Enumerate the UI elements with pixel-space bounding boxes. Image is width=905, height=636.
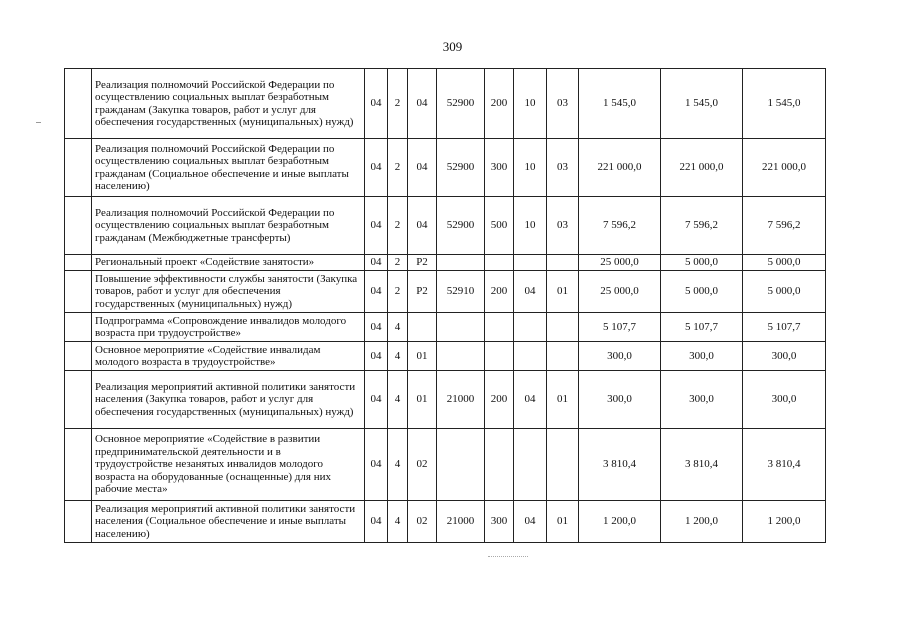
code-cell: 500 [485, 197, 514, 255]
row-name: Повышение эффективности службы занятости (Закупка товаров, работ и услуг для обеспечения государственных (муниципальных) нужд) [92, 271, 365, 313]
code-cell: 52900 [437, 197, 485, 255]
empty-cell [65, 139, 92, 197]
amount-cell: 300,0 [579, 371, 661, 429]
row-name: Реализация полномочий Российской Федерации по осуществлению социальных выплат безработным гражданам (Социальное обеспечение и иные выплаты населению) [92, 139, 365, 197]
code-cell: 4 [388, 371, 408, 429]
table-row [65, 429, 826, 501]
amount-cell: 3 810,4 [661, 429, 743, 501]
empty-cell [65, 501, 92, 543]
row-name: Основное мероприятие «Содействие в развитии предпринимательской деятельности и в трудоустройстве незанятых инвалидов молодого возраста на оборудованные (оснащенные) для них рабочие места» [92, 429, 365, 501]
table-row [65, 371, 826, 429]
row-name: Реализация полномочий Российской Федерации по осуществлению социальных выплат безработным гражданам (Закупка товаров, работ и услуг для обеспечения государственных (муниципальных) нужд) [92, 69, 365, 139]
code-cell: 04 [514, 501, 547, 543]
amount-cell: 25 000,0 [579, 271, 661, 313]
code-cell [485, 255, 514, 271]
amount-cell: 221 000,0 [743, 139, 826, 197]
empty-cell [65, 313, 92, 342]
amount-cell: 5 000,0 [743, 255, 826, 271]
row-name: Реализация полномочий Российской Федерации по осуществлению социальных выплат безработным гражданам (Межбюджетные трансферты) [92, 197, 365, 255]
table-row [65, 69, 826, 139]
code-cell: 04 [365, 197, 388, 255]
code-cell: 01 [547, 371, 579, 429]
code-cell [437, 313, 485, 342]
table-row [65, 139, 826, 197]
code-cell: 52900 [437, 69, 485, 139]
code-cell [547, 429, 579, 501]
code-cell: 4 [388, 313, 408, 342]
amount-cell: 5 000,0 [661, 255, 743, 271]
empty-cell [65, 429, 92, 501]
code-cell: 04 [408, 69, 437, 139]
code-cell [437, 429, 485, 501]
code-cell: 4 [388, 342, 408, 371]
code-cell: 01 [408, 371, 437, 429]
code-cell: 04 [365, 139, 388, 197]
code-cell: 04 [365, 255, 388, 271]
amount-cell: 5 000,0 [661, 271, 743, 313]
code-cell: 04 [408, 197, 437, 255]
code-cell: 4 [388, 501, 408, 543]
code-cell: 200 [485, 271, 514, 313]
amount-cell: 300,0 [661, 342, 743, 371]
amount-cell: 7 596,2 [661, 197, 743, 255]
table-row [65, 313, 826, 342]
empty-cell [65, 69, 92, 139]
amount-cell: 221 000,0 [661, 139, 743, 197]
scan-mark-bottom [488, 556, 528, 558]
table-row [65, 271, 826, 313]
code-cell: 02 [408, 429, 437, 501]
amount-cell: 1 200,0 [743, 501, 826, 543]
code-cell: 21000 [437, 371, 485, 429]
code-cell: 04 [365, 342, 388, 371]
code-cell: 04 [514, 271, 547, 313]
amount-cell: 1 545,0 [661, 69, 743, 139]
row-name: Основное мероприятие «Содействие инвалидам молодого возраста в трудоустройстве» [92, 342, 365, 371]
code-cell: 10 [514, 69, 547, 139]
amount-cell: 5 107,7 [661, 313, 743, 342]
code-cell: 52910 [437, 271, 485, 313]
row-name: Реализация мероприятий активной политики занятости населения (Социальное обеспечение и иные выплаты населению) [92, 501, 365, 543]
code-cell: P2 [408, 255, 437, 271]
code-cell: 2 [388, 255, 408, 271]
code-cell: 10 [514, 139, 547, 197]
amount-cell: 300,0 [743, 371, 826, 429]
amount-cell: 3 810,4 [743, 429, 826, 501]
code-cell: 04 [514, 371, 547, 429]
code-cell: 04 [365, 501, 388, 543]
row-name: Региональный проект «Содействие занятости» [92, 255, 365, 271]
table-body [65, 69, 826, 543]
amount-cell: 1 200,0 [661, 501, 743, 543]
table-row [65, 255, 826, 271]
code-cell: 01 [547, 271, 579, 313]
table-row [65, 501, 826, 543]
code-cell: 52900 [437, 139, 485, 197]
amount-cell: 3 810,4 [579, 429, 661, 501]
code-cell: 21000 [437, 501, 485, 543]
row-name: Реализация мероприятий активной политики занятости населения (Закупка товаров, работ и услуг для обеспечения государственных (муниципальных) нужд) [92, 371, 365, 429]
code-cell: 10 [514, 197, 547, 255]
code-cell: 04 [365, 271, 388, 313]
amount-cell: 7 596,2 [743, 197, 826, 255]
table-row [65, 342, 826, 371]
amount-cell: 1 545,0 [743, 69, 826, 139]
amount-cell: 5 000,0 [743, 271, 826, 313]
code-cell: 02 [408, 501, 437, 543]
empty-cell [65, 371, 92, 429]
code-cell: 2 [388, 69, 408, 139]
code-cell [485, 342, 514, 371]
code-cell [547, 313, 579, 342]
code-cell [514, 313, 547, 342]
code-cell: 03 [547, 139, 579, 197]
code-cell: 4 [388, 429, 408, 501]
amount-cell: 221 000,0 [579, 139, 661, 197]
amount-cell: 7 596,2 [579, 197, 661, 255]
code-cell: P2 [408, 271, 437, 313]
scan-mark [36, 122, 41, 123]
code-cell [547, 342, 579, 371]
amount-cell: 25 000,0 [579, 255, 661, 271]
row-name: Подпрограмма «Сопровождение инвалидов молодого возраста при трудоустройстве» [92, 313, 365, 342]
empty-cell [65, 271, 92, 313]
code-cell: 03 [547, 69, 579, 139]
code-cell [485, 429, 514, 501]
code-cell [485, 313, 514, 342]
amount-cell: 300,0 [579, 342, 661, 371]
code-cell: 2 [388, 271, 408, 313]
code-cell [514, 429, 547, 501]
code-cell: 04 [365, 429, 388, 501]
code-cell: 04 [365, 69, 388, 139]
empty-cell [65, 342, 92, 371]
amount-cell: 1 545,0 [579, 69, 661, 139]
code-cell: 01 [547, 501, 579, 543]
empty-cell [65, 197, 92, 255]
code-cell [547, 255, 579, 271]
code-cell: 2 [388, 197, 408, 255]
amount-cell: 5 107,7 [743, 313, 826, 342]
code-cell [408, 313, 437, 342]
code-cell: 300 [485, 139, 514, 197]
code-cell [437, 342, 485, 371]
amount-cell: 1 200,0 [579, 501, 661, 543]
code-cell: 2 [388, 139, 408, 197]
code-cell: 04 [365, 313, 388, 342]
code-cell [514, 342, 547, 371]
code-cell: 04 [365, 371, 388, 429]
code-cell: 01 [408, 342, 437, 371]
code-cell: 200 [485, 371, 514, 429]
code-cell [437, 255, 485, 271]
code-cell: 03 [547, 197, 579, 255]
amount-cell: 300,0 [661, 371, 743, 429]
table-row [65, 197, 826, 255]
amount-cell: 300,0 [743, 342, 826, 371]
code-cell: 200 [485, 69, 514, 139]
page-number: 309 [442, 39, 463, 54]
code-cell [514, 255, 547, 271]
empty-cell [65, 255, 92, 271]
code-cell: 04 [408, 139, 437, 197]
code-cell: 300 [485, 501, 514, 543]
amount-cell: 5 107,7 [579, 313, 661, 342]
budget-table [64, 68, 826, 543]
